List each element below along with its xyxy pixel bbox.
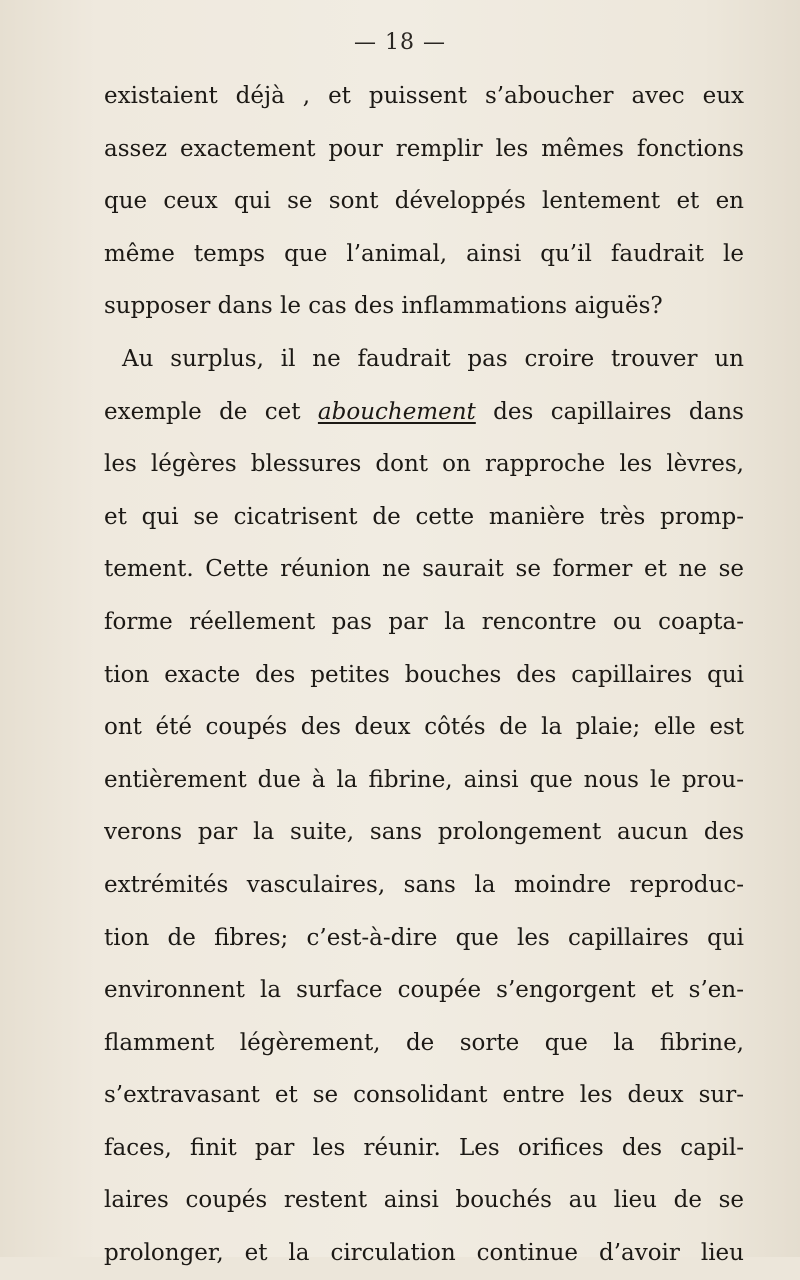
text-line: forme réellement pas par la rencontre ou coapta- (104, 608, 744, 635)
text-line: même temps que l’animal, ainsi qu’il faudrait le (104, 240, 744, 267)
paragraph-end-line: supposer dans le cas des inflammations aiguës? (104, 293, 663, 320)
text-line: que ceux qui se sont développés lentement et en (104, 188, 744, 215)
text-line: les légères blessures dont on rapproche les lèvres, (104, 451, 744, 478)
text-line: et qui se cicatrisent de cette manière très promp- (104, 503, 744, 530)
text-line: assez exactement pour remplir les mêmes fonctions (104, 135, 744, 162)
text-line: tement. Cette réunion ne saurait se former et ne se (104, 556, 744, 583)
text-line: faces, finit par les réunir. Les orifices des capil- (104, 1134, 744, 1161)
text-line: tion de fibres; c’est-à-dire que les capillaires qui (104, 924, 744, 951)
paragraph-start-line: Au surplus, il ne faudrait pas croire trouver un (122, 345, 744, 372)
body-text (104, 70, 744, 1280)
text-line: extrémités vasculaires, sans la moindre reproduc- (104, 871, 744, 898)
text-line-with-emphasis (104, 386, 744, 439)
text-line: tion exacte des petites bouches des capillaires qui (104, 661, 744, 688)
text-line: ont été coupés des deux côtés de la plaie; elle est (104, 714, 744, 741)
text-line: prolonger, et la circulation continue d’avoir lieu (104, 1240, 744, 1267)
text-line: laires coupés restent ainsi bouchés au lieu de se (104, 1187, 744, 1214)
emphasized-term: abouchement (317, 398, 476, 425)
text-line: entièrement due à la fibrine, ainsi que nous le prou- (104, 766, 744, 793)
text-line: flamment légèrement, de sorte que la fibrine, (104, 1029, 744, 1056)
text-segment: exemple de cet (104, 398, 318, 425)
text-line: existaient déjà , et puissent s’aboucher avec eux (104, 83, 744, 109)
text-line: s’extravasant et se consolidant entre les deux sur- (104, 1082, 744, 1109)
text-line: environnent la surface coupée s’engorgent et s’en- (104, 977, 744, 1004)
text-line: verons par la suite, sans prolongement aucun des (104, 819, 744, 846)
page-number: — 18 — (354, 30, 446, 55)
text-segment: des capillaires dans (475, 398, 744, 425)
